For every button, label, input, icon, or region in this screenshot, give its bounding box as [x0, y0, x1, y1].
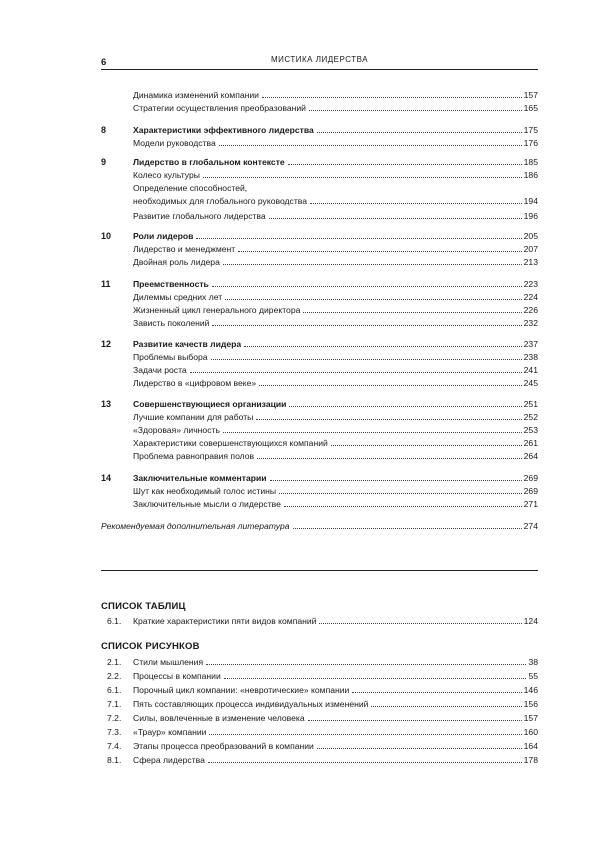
toc-entry-title: Совершенствующиеся организации	[133, 399, 287, 409]
item-number: 6.1.	[107, 616, 122, 626]
toc-section-row[interactable]	[101, 424, 538, 437]
chapter-number: 8	[101, 125, 107, 135]
item-title: Краткие характеристики пяти видов компаний	[133, 616, 317, 626]
table-list-row[interactable]	[101, 615, 538, 628]
toc-section-row[interactable]	[101, 450, 538, 463]
item-title: Этапы процесса преобразований в компании	[133, 741, 314, 751]
toc-entry-page: 237	[523, 339, 538, 349]
recommended-page: 274	[523, 521, 538, 531]
chapter-number: 12	[101, 339, 112, 349]
leader-dots	[288, 163, 522, 165]
toc-entry-title: Лидерство в глобальном контексте	[133, 157, 285, 167]
toc-entry-page: 157	[523, 90, 538, 100]
toc-entry-page: 241	[523, 365, 538, 375]
toc-entry-title: Характеристики эффективного лидерства	[133, 125, 314, 135]
figure-list-row[interactable]	[101, 656, 538, 669]
toc-row-recommended[interactable]	[101, 520, 538, 533]
leader-dots	[262, 96, 522, 98]
toc-section-row[interactable]	[101, 243, 538, 256]
toc-entry-title: Двойная роль лидера	[133, 257, 220, 267]
toc-entry-page: 261	[523, 438, 538, 448]
toc-entry-page: 205	[523, 231, 538, 241]
leader-dots	[224, 677, 527, 679]
toc-entry-page: 175	[523, 125, 538, 135]
figure-list-row[interactable]	[101, 740, 538, 753]
leader-dots	[317, 747, 522, 749]
item-page: 124	[523, 616, 538, 626]
toc-chapter-row[interactable]	[101, 156, 538, 169]
toc-entry-title: Динамика изменений компании	[133, 90, 259, 100]
item-number: 7.2.	[107, 713, 122, 723]
item-title: Сфера лидерства	[133, 755, 205, 765]
toc-section-row[interactable]	[101, 437, 538, 450]
leader-dots	[244, 345, 521, 347]
leader-dots	[352, 691, 521, 693]
toc-entry-page: 165	[523, 103, 538, 113]
leader-dots	[219, 144, 522, 146]
toc-entry-page: 251	[523, 399, 538, 409]
figure-list-row[interactable]	[101, 684, 538, 697]
toc-entry-title: Развитие глобального лидерства	[133, 211, 266, 221]
toc-entry-page: 271	[523, 499, 538, 509]
recommended-title: Рекомендуемая дополнительная литература	[101, 521, 290, 531]
leader-dots	[256, 418, 521, 420]
toc-entry-page: 232	[523, 318, 538, 328]
toc-section-row[interactable]	[101, 304, 538, 317]
leader-dots	[269, 217, 522, 219]
item-page: 157	[523, 713, 538, 723]
leader-dots	[331, 444, 522, 446]
toc-section-row[interactable]	[101, 256, 538, 269]
toc-entry-page: 176	[523, 138, 538, 148]
leader-dots	[211, 358, 522, 360]
item-number: 6.1.	[107, 685, 122, 695]
leader-dots	[319, 622, 521, 624]
toc-entry-page: 245	[523, 378, 538, 388]
leader-dots	[257, 457, 522, 459]
toc-entry-title: Заключительные комментарии	[133, 473, 267, 483]
toc-entry-title: Дилеммы средних лет	[133, 292, 223, 302]
leader-dots	[371, 705, 521, 707]
toc-entry-title: Характеристики совершенствующихся компаний	[133, 438, 328, 448]
toc-entry-title: Лидерство в «цифровом веке»	[133, 378, 257, 388]
toc-section-row[interactable]	[101, 485, 538, 498]
running-title: МИСТИКА ЛИДЕРСТВА	[270, 55, 369, 64]
toc-section-row[interactable]	[101, 102, 538, 115]
chapter-number: 14	[101, 473, 112, 483]
toc-entry-page: 238	[523, 352, 538, 362]
figure-list-row[interactable]	[101, 712, 538, 725]
toc-chapter-row[interactable]	[101, 338, 538, 351]
toc-section-row[interactable]	[101, 377, 538, 390]
leader-dots	[212, 324, 521, 326]
item-title: Стили мышления	[133, 657, 204, 667]
toc-section-row[interactable]	[101, 317, 538, 330]
leader-dots	[223, 263, 522, 265]
item-number: 7.1.	[107, 699, 122, 709]
item-page: 164	[523, 741, 538, 751]
item-number: 2.2.	[107, 671, 122, 681]
toc-section-row[interactable]	[101, 210, 538, 223]
toc-entry-page: 226	[523, 305, 538, 315]
leader-dots	[209, 733, 521, 735]
leader-dots	[203, 176, 522, 178]
leader-dots	[308, 719, 522, 721]
leader-dots	[284, 505, 522, 507]
toc-section-row[interactable]	[101, 291, 538, 304]
leader-dots	[259, 384, 521, 386]
leader-dots	[303, 311, 521, 313]
chapter-number: 13	[101, 399, 112, 409]
toc-entry-title: Зависть поколений	[133, 318, 210, 328]
toc-section-row[interactable]	[101, 169, 538, 182]
toc-entry-page: 269	[523, 473, 538, 483]
toc-entry-title: Лучшие компании для работы	[133, 412, 254, 422]
toc-entry-page: 252	[523, 412, 538, 422]
item-page: 178	[523, 755, 538, 765]
leader-dots	[196, 237, 521, 239]
item-page: 38	[528, 657, 538, 667]
toc-section-row[interactable]	[101, 89, 538, 102]
toc-entry-title: Задачи роста	[133, 365, 187, 375]
leader-dots	[225, 298, 522, 300]
page-number: 6	[101, 57, 107, 68]
item-page: 55	[528, 671, 538, 681]
toc-entry-page: 213	[523, 257, 538, 267]
item-title: Процессы в компании	[133, 671, 221, 681]
leader-dots	[309, 109, 522, 111]
toc-entry-title: Заключительные мысли о лидерстве	[133, 499, 281, 509]
item-page: 156	[523, 699, 538, 709]
leader-dots	[190, 371, 522, 373]
item-title: Пять составляющих процесса индивидуальных изменений	[133, 699, 369, 709]
item-title: Порочный цикл компании: «невротические» компании	[133, 685, 350, 695]
leader-dots	[289, 405, 521, 407]
leader-dots	[206, 663, 526, 665]
figure-list-row[interactable]	[101, 726, 538, 739]
toc-chapter-row[interactable]	[101, 124, 538, 137]
toc-entry-page: 223	[523, 279, 538, 289]
toc-entry-title: Преемственность	[133, 279, 209, 289]
chapter-number: 9	[101, 157, 107, 167]
toc-entry-title: необходимых для глобального руководства	[133, 196, 308, 206]
toc-entry-page: 269	[523, 486, 538, 496]
leader-dots	[208, 761, 522, 763]
leader-dots	[270, 479, 522, 481]
leader-dots	[212, 285, 522, 287]
toc-entry-title: Модели руководства	[133, 138, 216, 148]
item-number: 7.4.	[107, 741, 122, 751]
toc-chapter-row[interactable]	[101, 230, 538, 243]
chapter-number: 11	[101, 279, 111, 289]
toc-section-row[interactable]	[101, 498, 538, 511]
toc-chapter-row[interactable]	[101, 472, 538, 485]
toc-section-row[interactable]	[101, 195, 538, 208]
chapter-number: 10	[101, 231, 112, 241]
toc-section-row[interactable]	[101, 351, 538, 364]
leader-dots	[310, 202, 522, 204]
toc-entry-title-line1: Определение способностей,	[133, 183, 248, 193]
item-number: 7.3.	[107, 727, 122, 737]
leader-dots	[279, 492, 522, 494]
item-page: 146	[523, 685, 538, 695]
figure-list-row[interactable]	[101, 698, 538, 711]
toc-entry-title: Колесо культуры	[133, 170, 200, 180]
toc-entry-page: 264	[523, 451, 538, 461]
toc-entry-title: Шут как необходимый голос истины	[133, 486, 277, 496]
figures-heading: СПИСОК РИСУНКОВ	[101, 641, 200, 652]
toc-entry-title: Лидерство и менеджмент	[133, 244, 236, 254]
item-title: «Траур» компании	[133, 727, 207, 737]
item-number: 8.1.	[107, 755, 122, 765]
toc-entry-page: 196	[523, 211, 538, 221]
section-separator	[101, 570, 538, 571]
leader-dots	[317, 131, 522, 133]
header-rule	[101, 69, 538, 70]
toc-entry-title: Развитие качеств лидера	[133, 339, 242, 349]
toc-chapter-row[interactable]	[101, 278, 538, 291]
leader-dots	[293, 527, 522, 529]
toc-entry-page: 224	[523, 292, 538, 302]
toc-entry-page: 194	[523, 196, 538, 206]
leader-dots	[238, 250, 521, 252]
toc-entry-title: Стратегии осуществления преобразований	[133, 103, 306, 113]
toc-chapter-row[interactable]	[101, 398, 538, 411]
figure-list-row[interactable]	[101, 754, 538, 767]
toc-entry-page: 185	[523, 157, 538, 167]
toc-entry-page: 253	[523, 425, 538, 435]
toc-entry-page: 207	[523, 244, 538, 254]
toc-entry-title: Жизненный цикл генерального директора	[133, 305, 301, 315]
item-title: Силы, вовлеченные в изменение человека	[133, 713, 305, 723]
toc-entry-title: Проблема равноправия полов	[133, 451, 255, 461]
toc-section-row[interactable]	[101, 137, 538, 150]
toc-entry-title: «Здоровая» личность	[133, 425, 220, 435]
toc-entry-title: Проблемы выбора	[133, 352, 208, 362]
toc-entry-title: Роли лидеров	[133, 231, 194, 241]
figure-list-row[interactable]	[101, 670, 538, 683]
item-page: 160	[523, 727, 538, 737]
toc-section-row[interactable]	[101, 411, 538, 424]
item-number: 2.1.	[107, 657, 122, 667]
leader-dots	[223, 431, 522, 433]
toc-entry-page: 186	[523, 170, 538, 180]
toc-section-row[interactable]	[101, 364, 538, 377]
tables-heading: СПИСОК ТАБЛИЦ	[101, 601, 186, 612]
